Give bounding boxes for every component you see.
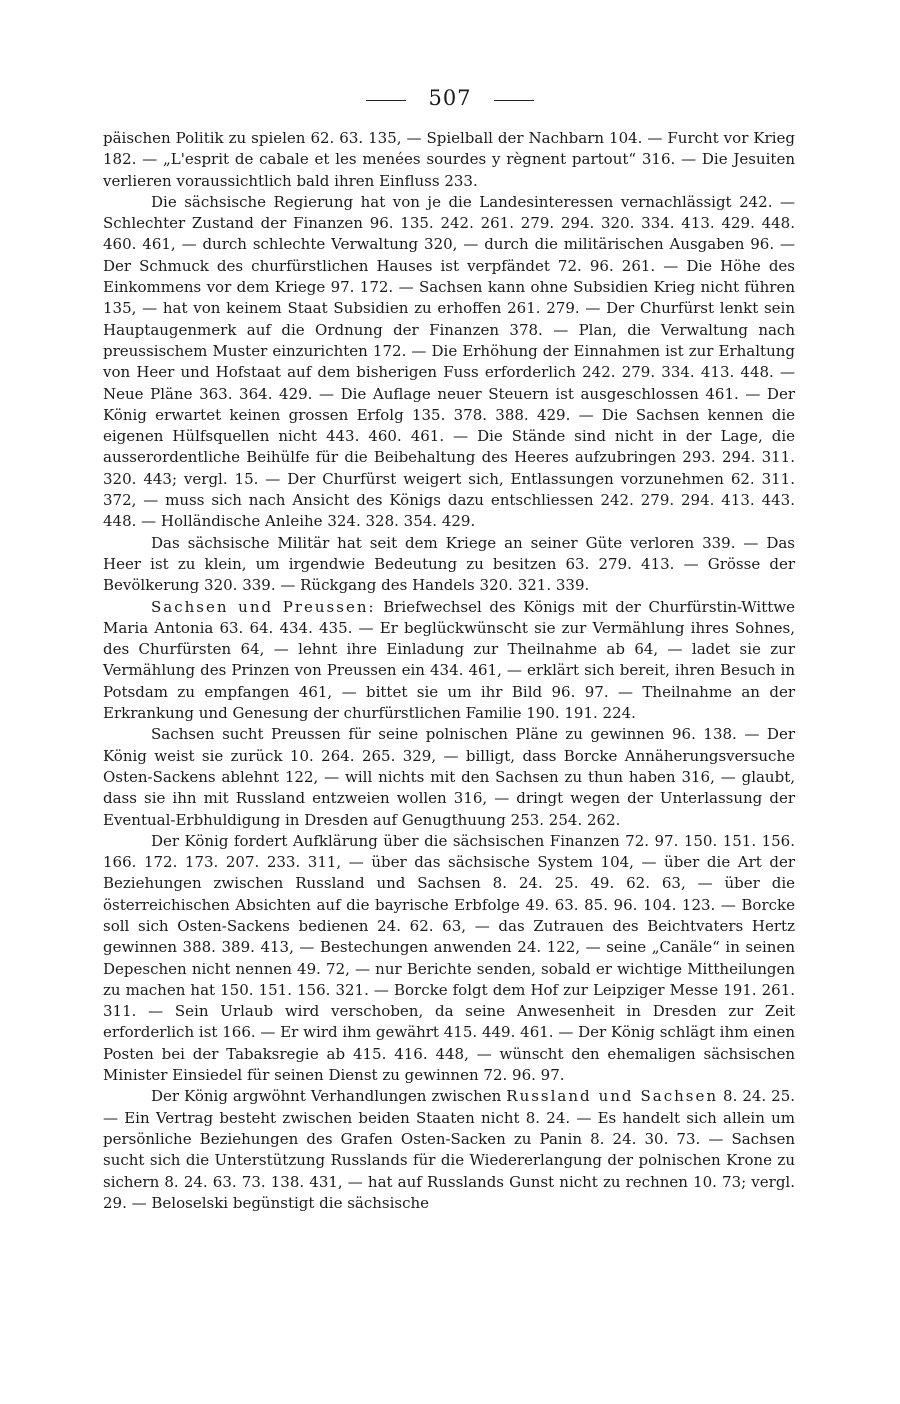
paragraph-1	[103, 128, 795, 192]
paragraph-text: Die sächsische Regierung hat von je die Landesinteressen vernachlässigt 242. — Schlechter Zustand der Finanzen 96. 135. 242. 261. 279. 294. 320. 334. 413. 429. 448. 460. 461, — durch schlechte Verwaltung 320, — durch die militärischen Ausgaben 96. — Der Schmuck des churfürstlichen Hauses ist verpfändet 72. 96. 261. — Die Höhe des Einkommens vor dem Kriege 97. 172. — Sachsen kann ohne Subsidien Krieg nicht führen 135, — hat von keinem Staat Subsidien zu erhoffen 261. 279. — Der Churfürst lenkt sein Hauptaugenmerk auf die Ordnung der Finanzen 378. — Plan, die Verwaltung nach preussischem Muster einzurichten 172. — Die Erhöhung der Einnahmen ist zur Erhaltung von Heer und Hofstaat auf dem bisherigen Fuss erforderlich 242. 279. 334. 413. 448. — Neue Pläne 363. 364. 429. — Die Auflage neuer Steuern ist ausgeschlossen 461. — Der König erwartet keinen grossen Erfolg 135. 378. 388. 429. — Die Sachsen kennen die eigenen Hülfsquellen nicht 443. 460. 461. — Die Stände sind nicht in der Lage, die ausserordentliche Beihülfe für die Beibehaltung des Heeres aufzubringen 293. 294. 311. 320. 443; vergl. 15. — Der Churfürst weigert sich, Entlassungen vorzunehmen 62. 311. 372, — muss sich nach Ansicht des Königs dazu entschliessen 242. 279. 294. 413. 443. 448. — Holländische Anleihe 324. 328. 354. 429.	[103, 192, 795, 531]
index-text-body	[103, 128, 795, 1214]
paragraph-text: Der König argwöhnt Verhandlungen zwischen	[151, 1087, 507, 1106]
paragraph-5	[103, 724, 795, 830]
paragraph-7	[103, 1086, 795, 1214]
paragraph-3	[103, 533, 795, 597]
paragraph-text: 8. 24. 25. — Ein Vertrag besteht zwischen beiden Staaten nicht 8. 24. — Es handelt sich allein um persönliche Beziehungen des Grafen Osten-Sacken zu Panin 8. 24. 30. 73. — Sachsen sucht sich die Unterstützung Russlands für die Wiedererlangung der polnischen Krone zu sichern 8. 24. 63. 73. 138. 431, — hat auf Russlands Gunst nicht zu rechnen 10. 73; vergl. 29. — Beloselski begünstigt die sächsische	[103, 1087, 796, 1212]
paragraph-text: päischen Politik zu spielen 62. 63. 135, — Spielball der Nachbarn 104. — Furcht vor Krieg 182. — „L'esprit de cabale et les menées sourdes y règnent partout“ 316. — Die Jesuiten verlieren voraussichtlich bald ihren Einfluss 233.	[103, 129, 795, 190]
paragraph-6	[103, 831, 795, 1087]
page-header	[0, 86, 900, 110]
paragraph-text: Der König fordert Aufklärung über die sächsischen Finanzen 72. 97. 150. 151. 156. 166. 172. 173. 207. 233. 311, — über das sächsische System 104, — über die Art der Beziehungen zwischen Russland und Sachsen 8. 24. 25. 49. 62. 63, — über die österreichischen Absichten auf die bayrische Erbfolge 49. 63. 85. 96. 104. 123. — Borcke soll sich Osten-Sackens bedienen 24. 62. 63, — das Zutrauen des Beichtvaters Hertz gewinnen 388. 389. 413, — Bestechungen anwenden 24. 122, — seine „Canäle“ in seinen Depeschen nicht nennen 49. 72, — nur Berichte senden, sobald er wichtige Mittheilungen zu machen hat 150. 151. 156. 321. — Borcke folgt dem Hof zur Leipziger Messe 191. 261. 311. — Sein Urlaub wird verschoben, da seine Anwesenheit in Dresden zur Zeit erforderlich ist 166. — Er wird ihm gewährt 415. 449. 461. — Der König schlägt ihm einen Posten bei der Tabaksregie ab 415. 416. 448, — wünscht den ehemaligen sächsischen Minister Einsiedel für seinen Dienst zu gewinnen 72. 96. 97.	[103, 831, 795, 1085]
spaced-heading: Russland und Sachsen	[506, 1087, 719, 1106]
header-rule-left	[366, 100, 406, 101]
paragraph-2	[103, 192, 795, 533]
spaced-heading: Sachsen und Preussen:	[151, 597, 376, 616]
header-rule-right	[494, 100, 534, 101]
paragraph-text: Briefwechsel des Königs mit der Churfürstin-Wittwe Maria Antonia 63. 64. 434. 435. — Er beglückwünscht sie zur Vermählung ihres Sohnes, des Churfürsten 64, — lehnt ihre Einladung zur Theilnahme ab 64, — ladet sie zur Vermählung des Prinzen von Preussen ein 434. 461, — erklärt sich bereit, ihren Besuch in Potsdam zu empfangen 461, — bittet sie um ihr Bild 96. 97. — Theilnahme an der Erkrankung und Genesung der churfürstlichen Familie 190. 191. 224.	[103, 597, 796, 723]
paragraph-text: Das sächsische Militär hat seit dem Kriege an seiner Güte verloren 339. — Das Heer ist zu klein, um irgendwie Bedeutung zu besitzen 63. 279. 413. — Grösse der Bevölkerung 320. 339. — Rückgang des Handels 320. 321. 339.	[103, 533, 795, 595]
paragraph-4	[103, 597, 795, 725]
paragraph-text: Sachsen sucht Preussen für seine polnischen Pläne zu gewinnen 96. 138. — Der König weist sie zurück 10. 264. 265. 329, — billigt, dass Borcke Annäherungsversuche Osten-Sackens ablehnt 122, — will nichts mit den Sachsen zu thun haben 316, — glaubt, dass sie ihn mit Russland entzweien wollen 316, — dringt wegen der Unterlassung der Eventual-Erbhuldigung in Dresden auf Genugthuung 253. 254. 262.	[103, 725, 795, 829]
page-number: 507	[428, 86, 472, 110]
